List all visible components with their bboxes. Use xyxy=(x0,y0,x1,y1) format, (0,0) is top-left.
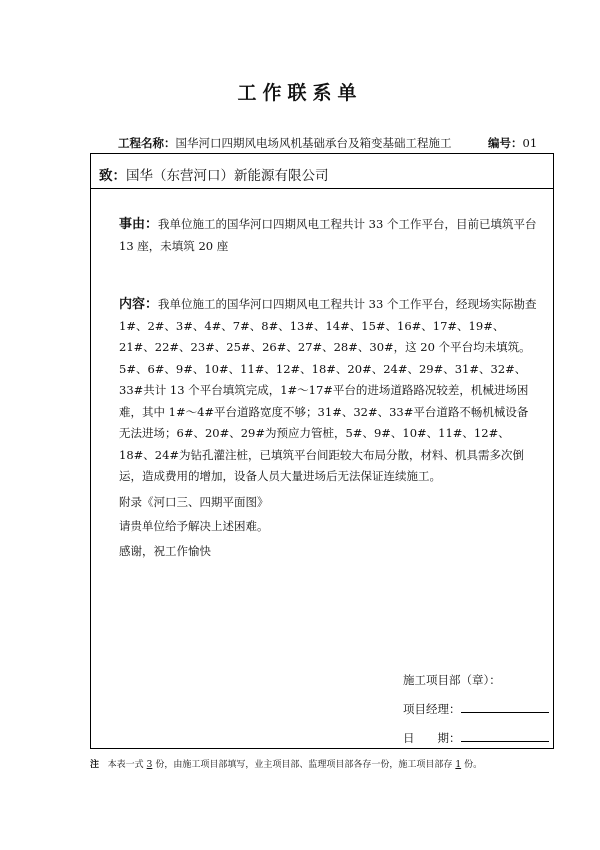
sign-manager-label: 项目经理： xyxy=(403,702,461,716)
reason-label: 事由 xyxy=(119,217,146,232)
recipient-label: 致 xyxy=(99,168,113,184)
reason-text: 我单位施工的国华河口四期风电工程共计 33 个工作平台，目前已填筑平台 13 座，未填筑 20 座 xyxy=(119,217,537,253)
sign-date-line xyxy=(403,729,549,746)
doc-number-line xyxy=(488,135,537,151)
content-text: 我单位施工的国华河口四期风电工程共计 33 个工作平台，经现场实际勘查 1#、2#、3#、4#、7#、8#、13#、14#、15#、16#、17#、19#、21#、22#、23#、25#、26#、27#、28#、30#，这 20 个平台均未填筑。5#、6#、9#、10#、11#、12#、18#、20#、24#、29#、31#、32#、33#共计 13 个平台填筑完成，1#～17#平台的进场道路路况较差，机械进场困难，其中 1#～4#平台道路宽度不够；31#、32#、33#平台道路不畅机械设备无法进场；6#、20#、29#为预应力管桩，5#、9#、10#、11#、12#、18#、24#为钻孔灌注桩，已填筑平台间距较大布局分散，材料、机具需多次倒运，造成费用的增加，设备人员大量进场后无法保证连续施工。 xyxy=(119,297,537,483)
doc-number-label: 编号 xyxy=(488,136,511,150)
reason-colon: ： xyxy=(145,217,159,232)
sign-manager-line xyxy=(403,700,549,717)
reason-section xyxy=(119,214,539,257)
appendix-line: 附录《河口三、四期平面图》 xyxy=(119,495,269,509)
footnote-label: 注 xyxy=(90,760,100,770)
content-colon: ： xyxy=(145,297,159,312)
document-title: 工作联系单 xyxy=(237,82,363,104)
footnote-text-1: 本表一式 xyxy=(107,760,144,770)
footnote-keep: 1 xyxy=(455,760,462,770)
footnote-text-3: 份。 xyxy=(464,760,483,770)
footnote-text-2: 份，由施工项目部填写，业主项目部、监理项目部各存一份，施工项目部存 xyxy=(155,760,453,770)
project-name-colon: ： xyxy=(164,136,176,150)
thanks-line: 感谢，祝工作愉快 xyxy=(119,544,211,558)
content-label: 内容 xyxy=(119,297,146,312)
recipient-row xyxy=(91,154,553,189)
footnote xyxy=(90,757,482,770)
project-name-value: 国华河口四期风电场风机基础承台及箱变基础工程施工 xyxy=(175,136,452,150)
date-blank[interactable] xyxy=(461,729,549,742)
recipient-colon: ： xyxy=(112,168,126,184)
recipient-text xyxy=(99,164,329,184)
request-line: 请贵单位给予解决上述困难。 xyxy=(119,519,269,533)
sign-dept: 施工项目部（章）： xyxy=(403,673,501,687)
footnote-copies: 3 xyxy=(146,760,153,770)
content-section xyxy=(119,294,539,488)
recipient-value: 国华（东营河口）新能源有限公司 xyxy=(126,168,329,184)
doc-number-colon: ： xyxy=(511,136,523,150)
sign-date-label: 日 期： xyxy=(403,731,461,745)
project-name-label: 工程名称 xyxy=(118,136,164,150)
doc-number-value: 01 xyxy=(522,136,538,150)
manager-signature-blank[interactable] xyxy=(461,700,549,713)
form-box xyxy=(90,153,554,749)
